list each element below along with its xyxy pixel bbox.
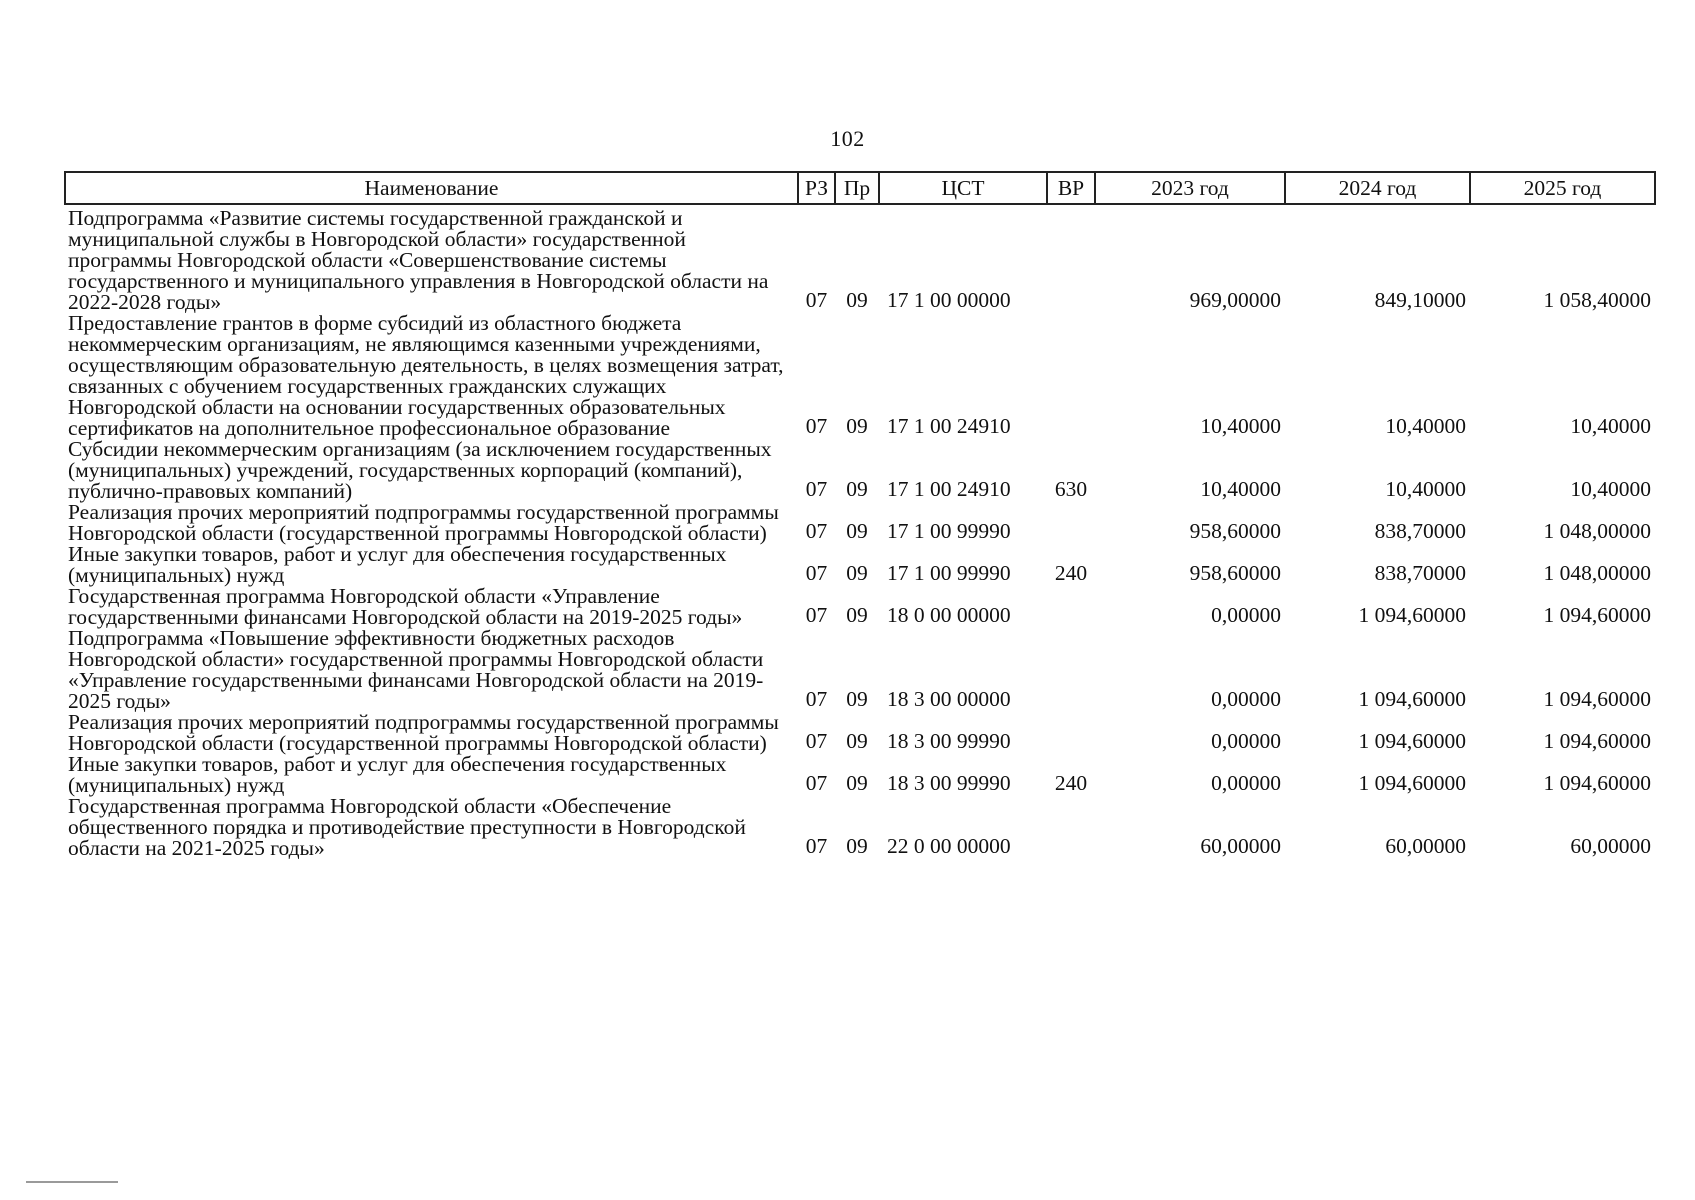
row-2024: 838,70000 xyxy=(1374,561,1466,585)
row-2024: 10,40000 xyxy=(1385,477,1466,501)
row-2024: 1 094,60000 xyxy=(1358,687,1466,711)
row-pr: 09 xyxy=(846,561,868,585)
row-rz: 07 xyxy=(805,729,828,753)
row-vr xyxy=(1047,628,1095,712)
table-row xyxy=(65,586,1655,628)
row-cst: 18 3 00 00000 xyxy=(887,687,1011,711)
header-2025: 2025 год xyxy=(1470,172,1655,204)
row-2023: 969,00000 xyxy=(1189,288,1281,312)
row-2023: 0,00000 xyxy=(1211,687,1281,711)
row-cst: 17 1 00 99990 xyxy=(887,519,1011,543)
header-cst: ЦСТ xyxy=(879,172,1047,204)
row-pr: 09 xyxy=(846,519,868,543)
row-cst: 18 0 00 00000 xyxy=(887,603,1011,627)
row-2025: 10,40000 xyxy=(1570,414,1651,438)
row-2023: 0,00000 xyxy=(1211,603,1281,627)
row-vr xyxy=(1047,712,1095,754)
row-cst: 17 1 00 00000 xyxy=(887,288,1011,312)
row-2025: 1 048,00000 xyxy=(1543,519,1651,543)
row-pr: 09 xyxy=(846,729,868,753)
row-name: Подпрограмма «Повышение эффективности бюджетных расходов Новгородской области» государственной программы Новгородской области «Управление государственными финансами Новгородской области на 2019-2025 годы» xyxy=(68,626,764,713)
row-cst: 17 1 00 24910 xyxy=(887,414,1011,438)
row-name: Иные закупки товаров, работ и услуг для обеспечения государственных (муниципальных) нужд xyxy=(68,752,727,797)
row-vr xyxy=(1047,313,1095,439)
row-vr xyxy=(1047,502,1095,544)
row-vr: 630 xyxy=(1054,477,1088,501)
row-2024: 849,10000 xyxy=(1374,288,1466,312)
row-cst: 18 3 00 99990 xyxy=(887,729,1011,753)
row-rz: 07 xyxy=(805,687,828,711)
row-2023: 958,60000 xyxy=(1189,519,1281,543)
table-row xyxy=(65,712,1655,754)
row-2024: 1 094,60000 xyxy=(1358,729,1466,753)
row-pr: 09 xyxy=(846,834,868,858)
row-2023: 60,00000 xyxy=(1200,834,1281,858)
row-2025: 1 048,00000 xyxy=(1543,561,1651,585)
table-row xyxy=(65,502,1655,544)
row-name: Государственная программа Новгородской области «Обеспечение общественного порядка и противодействие преступности в Новгородской области на 2021-2025 годы» xyxy=(68,794,746,860)
row-name: Реализация прочих мероприятий подпрограммы государственной программы Новгородской области (государственной программы Новгородской области) xyxy=(68,710,779,755)
row-name: Предоставление грантов в форме субсидий из областного бюджета некоммерческим организациям, не являющимся казенными учреждениями, осуществляющим образовательную деятельность, в целях возмещения затрат, связанных с обучением государственных гражданских служащих Новгородской области на основании государственных образовательных сертификатов на дополнительное профессиональное образование xyxy=(68,311,784,440)
row-vr xyxy=(1047,204,1095,313)
table-row xyxy=(65,544,1655,586)
table-row xyxy=(65,204,1655,313)
table-row xyxy=(65,796,1655,859)
scan-edge-mark xyxy=(26,1181,118,1183)
row-2024: 60,00000 xyxy=(1385,834,1466,858)
row-name: Субсидии некоммерческим организациям (за исключением государственных (муниципальных) учреждений, государственных корпораций (компаний), публично-правовых компаний) xyxy=(68,437,772,503)
table-row xyxy=(65,439,1655,502)
row-rz: 07 xyxy=(805,561,828,585)
row-2023: 0,00000 xyxy=(1211,771,1281,795)
row-vr xyxy=(1047,586,1095,628)
row-2024: 838,70000 xyxy=(1374,519,1466,543)
budget-table xyxy=(64,171,1656,859)
header-2024: 2024 год xyxy=(1285,172,1470,204)
row-pr: 09 xyxy=(846,288,868,312)
row-2025: 1 094,60000 xyxy=(1543,603,1651,627)
row-rz: 07 xyxy=(805,771,828,795)
header-rz: РЗ xyxy=(798,172,835,204)
row-2025: 1 058,40000 xyxy=(1543,288,1651,312)
row-2024: 10,40000 xyxy=(1385,414,1466,438)
row-cst: 18 3 00 99990 xyxy=(887,771,1011,795)
row-cst: 22 0 00 00000 xyxy=(887,834,1011,858)
row-2023: 10,40000 xyxy=(1200,414,1281,438)
row-vr xyxy=(1047,796,1095,859)
row-pr: 09 xyxy=(846,687,868,711)
row-2023: 0,00000 xyxy=(1211,729,1281,753)
row-pr: 09 xyxy=(846,771,868,795)
header-vr: ВР xyxy=(1047,172,1095,204)
row-rz: 07 xyxy=(805,414,828,438)
row-2025: 60,00000 xyxy=(1570,834,1651,858)
table-row xyxy=(65,313,1655,439)
table-row xyxy=(65,628,1655,712)
row-name: Государственная программа Новгородской области «Управление государственными финансами Новгородской области на 2019-2025 годы» xyxy=(68,584,743,629)
table-row xyxy=(65,754,1655,796)
row-2025: 1 094,60000 xyxy=(1543,771,1651,795)
row-name: Иные закупки товаров, работ и услуг для обеспечения государственных (муниципальных) нужд xyxy=(68,542,727,587)
row-rz: 07 xyxy=(805,834,828,858)
row-rz: 07 xyxy=(805,477,828,501)
row-2025: 1 094,60000 xyxy=(1543,729,1651,753)
row-cst: 17 1 00 24910 xyxy=(887,477,1011,501)
row-2025: 10,40000 xyxy=(1570,477,1651,501)
row-pr: 09 xyxy=(846,477,868,501)
row-rz: 07 xyxy=(805,288,828,312)
header-pr: Пр xyxy=(835,172,879,204)
header-2023: 2023 год xyxy=(1095,172,1285,204)
row-rz: 07 xyxy=(805,603,828,627)
row-2023: 958,60000 xyxy=(1189,561,1281,585)
table-header-row xyxy=(65,172,1655,204)
header-name: Наименование xyxy=(65,172,798,204)
page-number: 102 xyxy=(830,126,865,151)
row-pr: 09 xyxy=(846,414,868,438)
row-2023: 10,40000 xyxy=(1200,477,1281,501)
row-rz: 07 xyxy=(805,519,828,543)
row-pr: 09 xyxy=(846,603,868,627)
row-2024: 1 094,60000 xyxy=(1358,603,1466,627)
row-2025: 1 094,60000 xyxy=(1543,687,1651,711)
row-name: Подпрограмма «Развитие системы государственной гражданской и муниципальной службы в Новгородской области» государственной программы Новгородской области «Совершенствование системы государственного и муниципального управления в Новгородской области на 2022-2028 годы» xyxy=(68,206,769,314)
row-2024: 1 094,60000 xyxy=(1358,771,1466,795)
row-cst: 17 1 00 99990 xyxy=(887,561,1011,585)
row-vr: 240 xyxy=(1054,771,1088,795)
row-name: Реализация прочих мероприятий подпрограммы государственной программы Новгородской области (государственной программы Новгородской области) xyxy=(68,500,779,545)
row-vr: 240 xyxy=(1054,561,1088,585)
